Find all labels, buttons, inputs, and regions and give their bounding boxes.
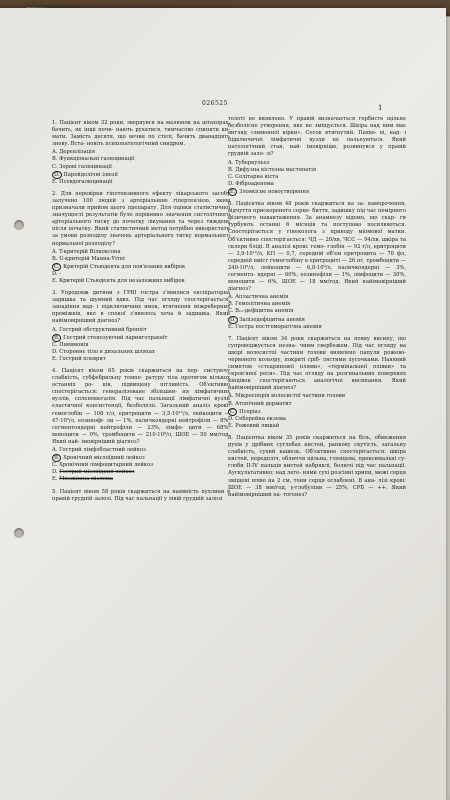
answer-option xyxy=(52,469,230,476)
option-letter: A. xyxy=(52,447,58,454)
option-text: Туберкульоз xyxy=(235,159,270,166)
answer-options xyxy=(228,160,406,196)
option-letter: E. xyxy=(52,355,58,362)
question-block xyxy=(228,201,406,331)
answer-options xyxy=(228,393,406,429)
answer-options xyxy=(228,294,406,330)
question-block xyxy=(52,489,230,503)
answer-option xyxy=(52,349,230,356)
answer-options xyxy=(52,149,230,185)
option-text: Множинна мієлома xyxy=(59,476,114,483)
option-text: Злоякісне новоутворення xyxy=(239,188,310,195)
option-text: U-критерій Манна-Уітні xyxy=(59,255,125,262)
option-text: Зорові галюцинації xyxy=(59,163,112,170)
option-letter: B. xyxy=(52,255,58,262)
option-text: Дифузна кістозна мастопатія xyxy=(235,166,317,173)
answer-options xyxy=(52,447,230,483)
option-text: T-критерій Вілкоксона xyxy=(59,248,121,255)
option-letter: A. xyxy=(52,248,58,255)
option-letter: D. xyxy=(228,415,234,422)
option-letter: B. xyxy=(52,156,58,163)
option-letter: B. xyxy=(228,166,234,173)
answer-option xyxy=(52,447,230,454)
question-block xyxy=(52,120,230,186)
answer-option xyxy=(52,156,230,163)
option-text: Гострий плеврит xyxy=(59,355,106,362)
answer-option xyxy=(228,401,406,408)
exam-page xyxy=(0,8,446,800)
answer-option xyxy=(228,188,406,196)
option-letter: B. xyxy=(54,455,60,462)
option-text: Хронічний лімфоцитарний лейкоз xyxy=(59,462,154,469)
answer-option xyxy=(228,316,406,324)
answer-option xyxy=(52,342,230,349)
option-text: Залізодефіцитна анемія xyxy=(239,316,305,323)
answer-option xyxy=(52,327,230,334)
answer-option xyxy=(52,149,230,156)
option-text: Гострий мієлоїдний лейкоз xyxy=(59,469,135,476)
option-letter: D. xyxy=(52,348,58,355)
answer-option xyxy=(52,476,230,483)
question-text: 4. Пацієнт віком 65 років скаржиться на пер- систуючу слабкість, субфебрильну темпе- ратуру тіла протягом кількох останніх ро- ків, підвищену пітливість. Об'єктивно спостерігається: генералізоване збільшен- ня лімфатичних вузлів, спленомегалія. Під час пальпації лімфатичні вузли еластичної консистенції, безболісні. Загальний аналіз крові: гемоглобін — 108 г/л, еритроцити — 3,5·10¹²/л, лейкоцити — 47·10⁹/л, еозинофі- ли — 1%, паличкоядерні нейтрофіли — 8%, сегментоядерні нейтрофіли — 23%, лімфо- цити — 68%, моноцити — 0%, тромбоцити — 210·10⁹/л, ШОЕ — 50 мм/год. Який най- імовірніший діагноз? xyxy=(52,368,230,445)
option-letter: A. xyxy=(52,149,58,156)
option-letter: D. xyxy=(54,171,60,178)
answer-option xyxy=(228,408,406,416)
option-text: B₁₂-дефіцитна анемія xyxy=(235,308,294,315)
option-letter: A. xyxy=(52,326,58,333)
option-text: Атопічний дерматит xyxy=(235,400,292,407)
question-block xyxy=(52,191,230,285)
option-letter: D. xyxy=(52,270,58,277)
question-block xyxy=(52,368,230,484)
option-letter: C. xyxy=(52,341,58,348)
binder-hole xyxy=(14,220,24,230)
option-text: Критерій Стьюдента для незалежних вибірок xyxy=(59,277,185,284)
option-text: Апластична анемія xyxy=(235,294,289,301)
option-letter: E. xyxy=(52,476,58,483)
answer-option xyxy=(228,160,406,167)
answer-option xyxy=(228,416,406,423)
question-text: 5. Пацієнт віком 58 років скаржиться на наявність пухлини в правій грудній залозі. Під час пальпації у лівій грудній залозі xyxy=(52,488,230,502)
option-text: Мікроспорія волосистої частини голови xyxy=(235,393,346,400)
answer-option xyxy=(228,393,406,400)
option-letter: D. xyxy=(230,316,236,323)
option-letter: C. xyxy=(230,408,236,415)
question-block xyxy=(228,336,406,430)
booklet-code: 026525 xyxy=(202,100,228,107)
answer-option xyxy=(228,294,406,301)
answer-option xyxy=(52,249,230,256)
binder-hole xyxy=(14,528,24,538)
question-text: толоті не виявлено. У правій визначається горбисте щільне безболісне утворення, яке не зміщується. Шкіра над ним має вигляд «лимонної кірки». Сосок втягнутий. Пахво- ві, над- і підключичні лімфатичні вузли не пальпуються. Який патологічний стан, най- імовірніше, розвинувся у правій грудній зало- зі? xyxy=(228,116,406,158)
option-text: Гострий лімфобластний лейкоз xyxy=(59,447,146,454)
question-block xyxy=(52,290,230,363)
option-letter: C. xyxy=(52,462,58,469)
question-text: 3. Упродовж дитини з ГРВІ гостра з'явилися експіраторна задишка та шумний вдих. Під час огляду спостерігається: западіння над- і підключичних ямок, втягнення міжреберних проміжків, яке в спокої з'явилось хоча й задишка. Який найімовірніший діагноз? xyxy=(52,290,230,325)
right-column xyxy=(228,116,406,504)
answer-option xyxy=(52,356,230,363)
left-column xyxy=(52,120,230,508)
option-text: Функціональні галюцинації xyxy=(59,156,135,163)
option-letter: C. xyxy=(228,308,234,315)
answer-option xyxy=(52,179,230,186)
answer-option xyxy=(52,462,230,469)
option-letter: D. xyxy=(228,180,234,187)
page-number: 1 xyxy=(378,104,383,112)
question-text: 8. Пацієнтка віком 35 років скаржиться на біль, обмеження рухів у дрібних суглобах кистей, ранкову скутість, загальну слабкість, сухий кашель. Об'єктивно спостерігається: шкіра кистей, передпліч, обличчя щільна, глянцева, проксимальні су- глоби II-IV пальців кистей набряклі, болючі під час пальпації. Аускультативно: над леге- нями сухі розсіяні хрипи, межі серця зміщені вліво на 2 см, тони серця ослаблені. В ана- лізі крові: ШОЕ — 38 мм/год, γ-глобуліни — 25%, СРБ — ++. Який найімовірніший па- тогенез? xyxy=(228,434,406,498)
option-letter: A. xyxy=(228,159,234,166)
option-letter: E. xyxy=(52,178,58,185)
question-block xyxy=(228,116,406,196)
question-text: 2. Для перевірки гіпотензивного ефекту лікарського засобу залучено 100 людей з артеріальною гіпертензією, яким призначали прийом цього препарату. Для оцінки статистичної значущості результатів було порівняно значення систолічного артеріального тиску до початку лікування та через тиждень після початку. Який статистичний метод потрібно використати за умови розподілу значень артеріального тиску нормального нормальної розподілу? xyxy=(52,190,230,247)
answer-option xyxy=(52,271,230,278)
option-text: Гостра постгеморагічна анемія xyxy=(235,323,322,330)
option-text: Стороннє тіло в дихальних шляхах xyxy=(59,348,155,355)
answer-option xyxy=(228,181,406,188)
option-letter: E. xyxy=(230,188,236,195)
option-text: Дереалізація xyxy=(59,149,95,156)
option-letter: A. xyxy=(228,294,234,301)
option-text: Солітарна кіста xyxy=(235,173,279,180)
option-letter: E. xyxy=(228,422,234,429)
option-letter: B. xyxy=(228,400,234,407)
option-text: Хронічний мієлоїдний лейкоз xyxy=(63,455,145,462)
option-text: Гострий стенозуючий ларинготрахеїт xyxy=(63,334,168,341)
option-letter: C. xyxy=(228,173,234,180)
answer-option xyxy=(52,256,230,263)
question-text: 1. Пацієнт віком 32 роки, звернувся на малюнок на штахорах, бачить, як інші почи- нають рухатися, тимчасово спинити ки- мати. Замість десятя, що вечив по стелі, бачить дванадцять знову. Вста- новіть психопатологічний синдром. xyxy=(52,120,230,148)
answer-option xyxy=(228,167,406,174)
option-text: Критерій Стьюдента для пов'язаних вибірок xyxy=(63,263,186,270)
answer-option xyxy=(52,171,230,179)
option-letter: B. xyxy=(54,334,60,341)
option-text: Псевдогалюцинації xyxy=(59,178,113,185)
option-letter: C. xyxy=(54,263,60,270)
option-text: Фіброаденома xyxy=(235,180,274,187)
option-text: Псоріаз xyxy=(239,408,261,415)
answer-option xyxy=(228,174,406,181)
question-block xyxy=(228,435,406,499)
answer-options xyxy=(52,327,230,363)
answer-options xyxy=(52,249,230,285)
option-letter: B. xyxy=(228,301,234,308)
option-letter: D. xyxy=(52,469,58,476)
question-text: 7. Пацієнт віком 34 роки скаржиться на появу висипу, що супроводжується незна- чним свербежем. Під час огляду на шкірі волосистої частини голови виявлено папули рожево-червоного кольору, покриті сріб- лястими лусочками. Наявний симптом «стеаринової плями», «термінальної плівки» та «кров'яної роси». Під час огляду на розгинальних поверхнях кінцівок спостерігаються аналогічні висипання. Який найімовірніший діагноз? xyxy=(228,335,406,392)
answer-option xyxy=(52,454,230,462)
option-text: - xyxy=(59,270,62,277)
option-text: Гострий обструктивний бронхіт xyxy=(59,326,147,333)
question-text: 6. Пацієнтка віком 48 років скаржиться на за- паморочення, відчуття прискореного серце- биття, задишку під час помірного фізичного навантаження. За анамнезу відомо, що скар- ги турбують останні 6 місяців та поступово посилюються. Спостерігається у гінеколога з приводу міомової матки. Об'єктивно спостерігається: ЧД — 20/хв, ЧСС — 94/хв, шкіра та склери бліді. В аналізі крові: гемо- глобін — 92 г/л, еритроцити — 3,9·10¹²/л, КП — 0,7, середній об'єм еритроцита — 70 фл, середній вміст гемоглобіну в еритроциті — 26 пг, тромбоцити — 240·10⁹/л, лейкоцити — 6,8·10⁹/л, паличкоядерні — 3%, сегменто- ядерні — 60%, еозинофіли — 1%, лімфоцити — 30%, моноцити — 6%, ШОЕ — 18 мм/год. Який найімовірніший діагноз? xyxy=(228,201,406,293)
option-letter: E. xyxy=(228,323,234,330)
answer-option xyxy=(228,423,406,430)
option-text: Рожевий лишай xyxy=(235,422,280,429)
answer-option xyxy=(52,164,230,171)
option-text: Парейдолічні ілюзії xyxy=(63,171,118,178)
answer-option xyxy=(228,324,406,331)
option-text: Пневмонія xyxy=(59,341,89,348)
option-letter: A. xyxy=(228,393,234,400)
answer-option xyxy=(52,278,230,285)
option-text: Себорейна екзема xyxy=(235,415,286,422)
answer-option xyxy=(52,334,230,342)
option-letter: E. xyxy=(52,277,58,284)
answer-option xyxy=(52,263,230,271)
answer-option xyxy=(228,308,406,315)
option-letter: C. xyxy=(52,163,58,170)
option-text: Гемолітична анемія xyxy=(235,301,291,308)
